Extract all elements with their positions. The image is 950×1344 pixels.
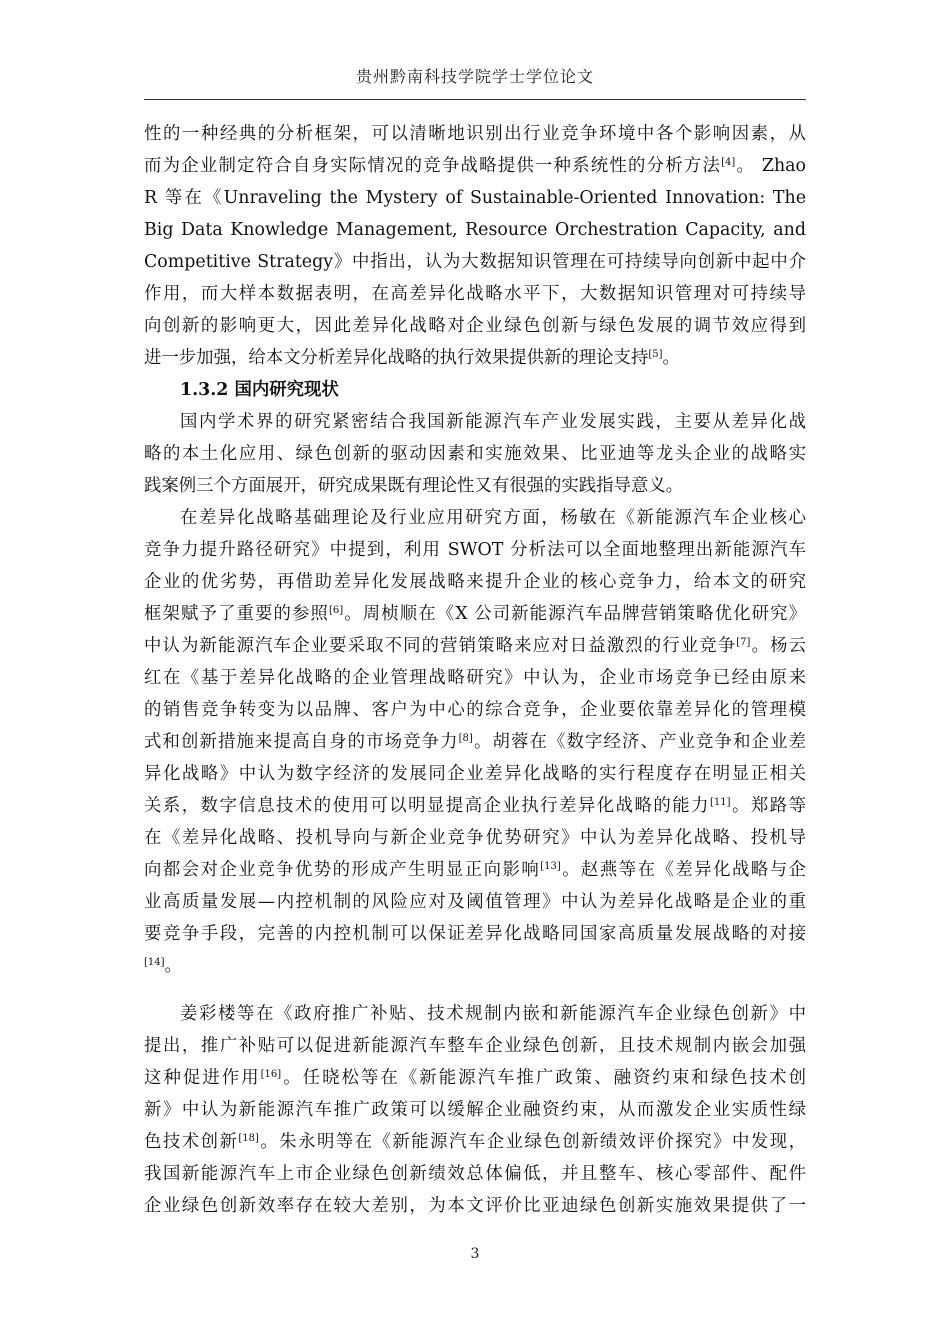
line-text: 的销售竞争转变为以品牌、客户为中心的综合竞争，企业要依靠差异化的管理模 (144, 700, 806, 720)
text-line (144, 726, 806, 758)
text-line (144, 438, 806, 470)
text-line (144, 598, 806, 630)
line-text: Competitive Strategy》中指出，认为大数据知识管理在可持续导向创新中起中介 (144, 252, 806, 272)
citation-ref: [14] (144, 957, 165, 968)
line-text: R 等在《Unraveling the Mystery of Sustainable-Oriented Innovation: The (144, 188, 806, 208)
text-line (144, 278, 806, 310)
citation-ref: [13] (540, 861, 561, 872)
body-text (144, 118, 806, 1222)
citation-ref: [18] (238, 1133, 259, 1144)
line-text: 略的本土化应用、绿色创新的驱动因素和实施效果、比亚迪等龙头企业的战略实 (144, 444, 806, 464)
text-line (144, 694, 806, 726)
line-tail: 。杨云 (750, 636, 806, 656)
line-text: 践案例三个方面展开，研究成果既有理论性又有很强的实践指导意义。 (144, 476, 684, 496)
line-text: 框架赋予了重要的参照 (144, 604, 329, 624)
citation-ref: [4] (721, 157, 736, 168)
line-text: 这种促进作用 (144, 1068, 261, 1088)
text-line (144, 310, 806, 342)
line-text: Big Data Knowledge Management, Resource Orchestration Capacity, and (144, 220, 806, 240)
text-line (144, 854, 806, 886)
text-line (144, 534, 806, 566)
line-text: 企业绿色创新效率存在较大差别，为本文评价比亚迪绿色创新实施效果提供了一 (144, 1196, 806, 1216)
line-tail: 。胡蓉在《数字经济、产业竞争和企业差 (472, 732, 806, 752)
citation-ref: [11] (709, 797, 731, 808)
line-text: 关系，数字信息技术的使用可以明显提高企业执行差异化战略的能力 (144, 796, 710, 816)
line-tail: 。郑路等 (730, 796, 806, 816)
line-text: 中认为新能源汽车企业要采取不同的营销策略来应对日益激烈的行业竞争 (144, 636, 737, 656)
text-line (144, 406, 806, 438)
line-text: 我国新能源汽车上市企业绿色创新绩效总体偏低，并且整车、核心零部件、配件 (144, 1164, 806, 1184)
line-text: 式和创新措施来提高自身的市场竞争力 (144, 732, 459, 752)
text-line (144, 1094, 806, 1126)
text-line (144, 790, 806, 822)
line-tail: 。朱永明等在《新能源汽车企业绿色创新绩效评价探究》中发现， (258, 1132, 806, 1152)
text-line (144, 214, 806, 246)
line-text: 提出，推广补贴可以促进新能源汽车整车企业绿色创新，且技术规制内嵌会加强 (144, 1036, 806, 1056)
line-tail: 。周桢顺在《X 公司新能源汽车品牌营销策略优化研究》 (343, 604, 806, 624)
line-tail: 。 (662, 348, 680, 368)
line-text: 业高质量发展—内控机制的风险应对及阈值管理》中认为差异化战略是企业的重 (144, 892, 806, 912)
text-line (144, 470, 806, 502)
text-line (144, 1062, 806, 1094)
line-text: 而为企业制定符合自身实际情况的竞争战略提供一种系统性的分析方法 (144, 156, 722, 176)
text-line (144, 886, 806, 918)
line-text: 色技术创新 (144, 1132, 239, 1152)
text-line (144, 758, 806, 790)
line-text: 向都会对企业竞争优势的形成产生明显正向影响 (144, 860, 541, 880)
line-text: 1.3.2 国内研究现状 (180, 380, 339, 400)
line-text: 向创新的影响更大，因此差异化战略对企业绿色创新与绿色发展的调节效应得到 (144, 316, 806, 336)
text-line (144, 630, 806, 662)
text-line (144, 822, 806, 854)
section-heading (144, 374, 806, 406)
text-line (144, 342, 806, 374)
line-text: 要竞争手段，完善的内控机制可以保证差异化战略同国家高质量发展战略的对接 (144, 924, 806, 944)
line-text: 性的一种经典的分析框架，可以清晰地识别出行业竞争环境中各个影响因素，从 (144, 124, 806, 144)
line-tail: 。赵燕等在《差异化战略与企 (560, 860, 806, 880)
line-text: 姜彩楼等在《政府推广补贴、技术规制内嵌和新能源汽车企业绿色创新》中 (180, 1004, 806, 1024)
text-line (144, 150, 806, 182)
paragraph-gap (144, 982, 806, 998)
text-line (144, 1158, 806, 1190)
line-tail: 。任晓松等在《新能源汽车推广政策、融资约束和绿色技术创 (281, 1068, 806, 1088)
text-line (144, 950, 806, 982)
line-text: 新》中认为新能源汽车推广政策可以缓解企业融资约束，从而激发企业实质性绿 (144, 1100, 806, 1120)
citation-ref: [7] (736, 637, 751, 648)
text-line (144, 1030, 806, 1062)
line-tail: 。 Zhao (735, 156, 806, 176)
text-line (144, 566, 806, 598)
text-line (144, 182, 806, 214)
text-line (144, 502, 806, 534)
header-rule (144, 99, 806, 100)
page-number: 3 (470, 1246, 480, 1262)
citation-ref: [5] (648, 349, 663, 360)
text-line (144, 118, 806, 150)
line-text: 作用，而大样本数据表明，在高差异化战略水平下，大数据知识管理对可持续导 (144, 284, 806, 304)
line-text: 在《差异化战略、投机导向与新企业竞争优势研究》中认为差异化战略、投机导 (144, 828, 806, 848)
text-line (144, 246, 806, 278)
citation-ref: [8] (458, 733, 473, 744)
text-line (144, 662, 806, 694)
line-text: 在差异化战略基础理论及行业应用研究方面，杨敏在《新能源汽车企业核心 (180, 508, 806, 528)
citation-ref: [16] (260, 1069, 282, 1080)
line-text: 红在《基于差异化战略的企业管理战略研究》中认为，企业市场竞争已经由原来 (144, 668, 806, 688)
line-tail: 。 (164, 956, 182, 976)
text-line (144, 1126, 806, 1158)
line-text: 异化战略》中认为数字经济的发展同企业差异化战略的实行程度存在明显正相关 (144, 764, 806, 784)
text-line (144, 918, 806, 950)
line-text: 进一步加强，给本文分析差异化战略的执行效果提供新的理论支持 (144, 348, 649, 368)
text-line (144, 1190, 806, 1222)
line-text: 国内学术界的研究紧密结合我国新能源汽车产业发展实践，主要从差异化战 (180, 412, 806, 432)
text-line (144, 998, 806, 1030)
citation-ref: [6] (328, 605, 344, 616)
page-header: 贵州黔南科技学院学士学位论文 (355, 67, 594, 86)
line-text: 企业的优劣势，再借助差异化发展战略来提升企业的核心竞争力，给本文的研究 (144, 572, 806, 592)
line-text: 竞争力提升路径研究》中提到，利用 SWOT 分析法可以全面地整理出新能源汽车 (144, 540, 806, 560)
